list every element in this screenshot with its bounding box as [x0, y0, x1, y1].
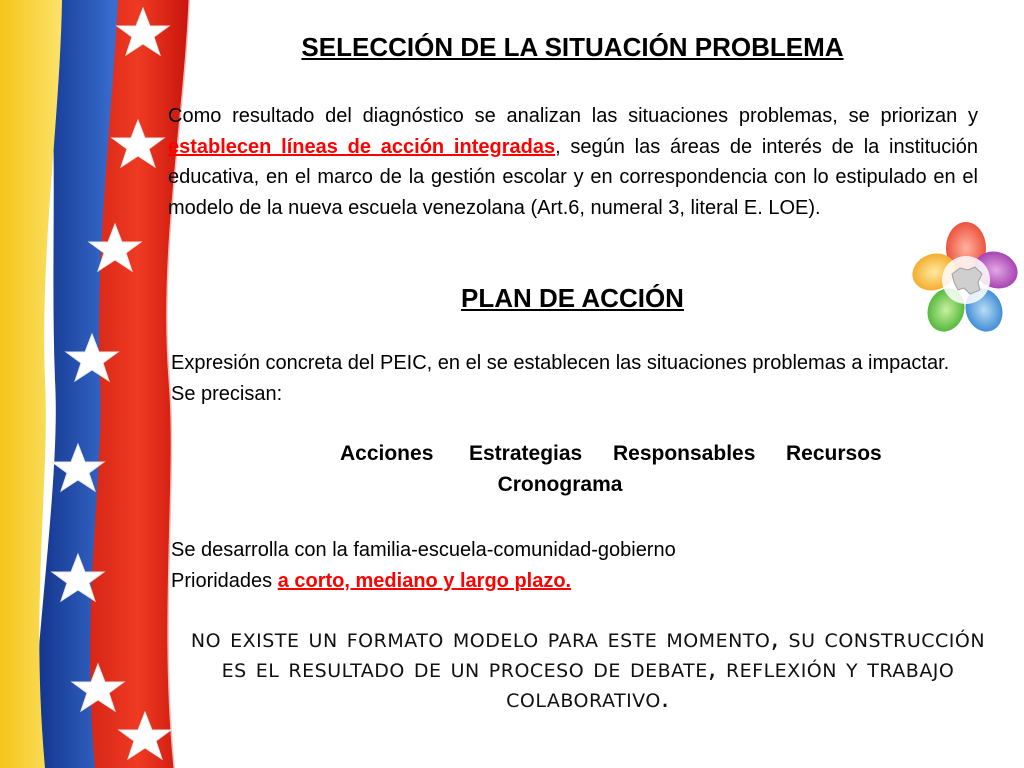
- closing-statement: no existe un formato modelo para este momento, su construcción es el resultado de un proceso de debate, reflexión y trabajo colaborativo.: [190, 623, 986, 714]
- priorities-line: [171, 566, 951, 597]
- para1-highlight: establecen líneas de acción integradas: [168, 135, 556, 158]
- item-responsables: Responsables: [613, 442, 756, 465]
- plan-items: [300, 442, 920, 497]
- priorities-highlight: a corto, mediano y largo plazo.: [277, 570, 572, 592]
- development-line: Se desarrolla con la familia-escuela-comunidad-gobierno: [171, 539, 676, 561]
- item-acciones: Acciones: [340, 442, 434, 465]
- item-recursos: Recursos: [786, 442, 882, 465]
- item-cronograma: Cronograma: [497, 473, 623, 496]
- item-estrategias: Estrategias: [469, 442, 583, 465]
- plan-paragraph: Expresión concreta del PEIC, en el se establecen las situaciones problemas a impactar. Se precisan:: [171, 352, 950, 405]
- plan-title: PLAN DE ACCIÓN: [461, 283, 684, 313]
- para1-text-end: , según las áreas de interés de la institución educativa, en el marco de la gestión escolar y en correspondencia con lo estipulado en el modelo de la nueva escuela venezolana (Art.6, numeral 3, literal E. LOE).: [168, 135, 978, 219]
- para1-text-start: Como resultado del diagnóstico se analizan las situaciones problemas, se priorizan y: [168, 105, 978, 127]
- priorities-label: Prioridades: [171, 570, 278, 592]
- development-paragraph: [171, 535, 951, 597]
- venezuela-map-icon: [912, 222, 1020, 334]
- slide-title: SELECCIÓN DE LA SITUACIÓN PROBLEMA: [301, 32, 844, 62]
- diagnosis-paragraph: [168, 101, 978, 223]
